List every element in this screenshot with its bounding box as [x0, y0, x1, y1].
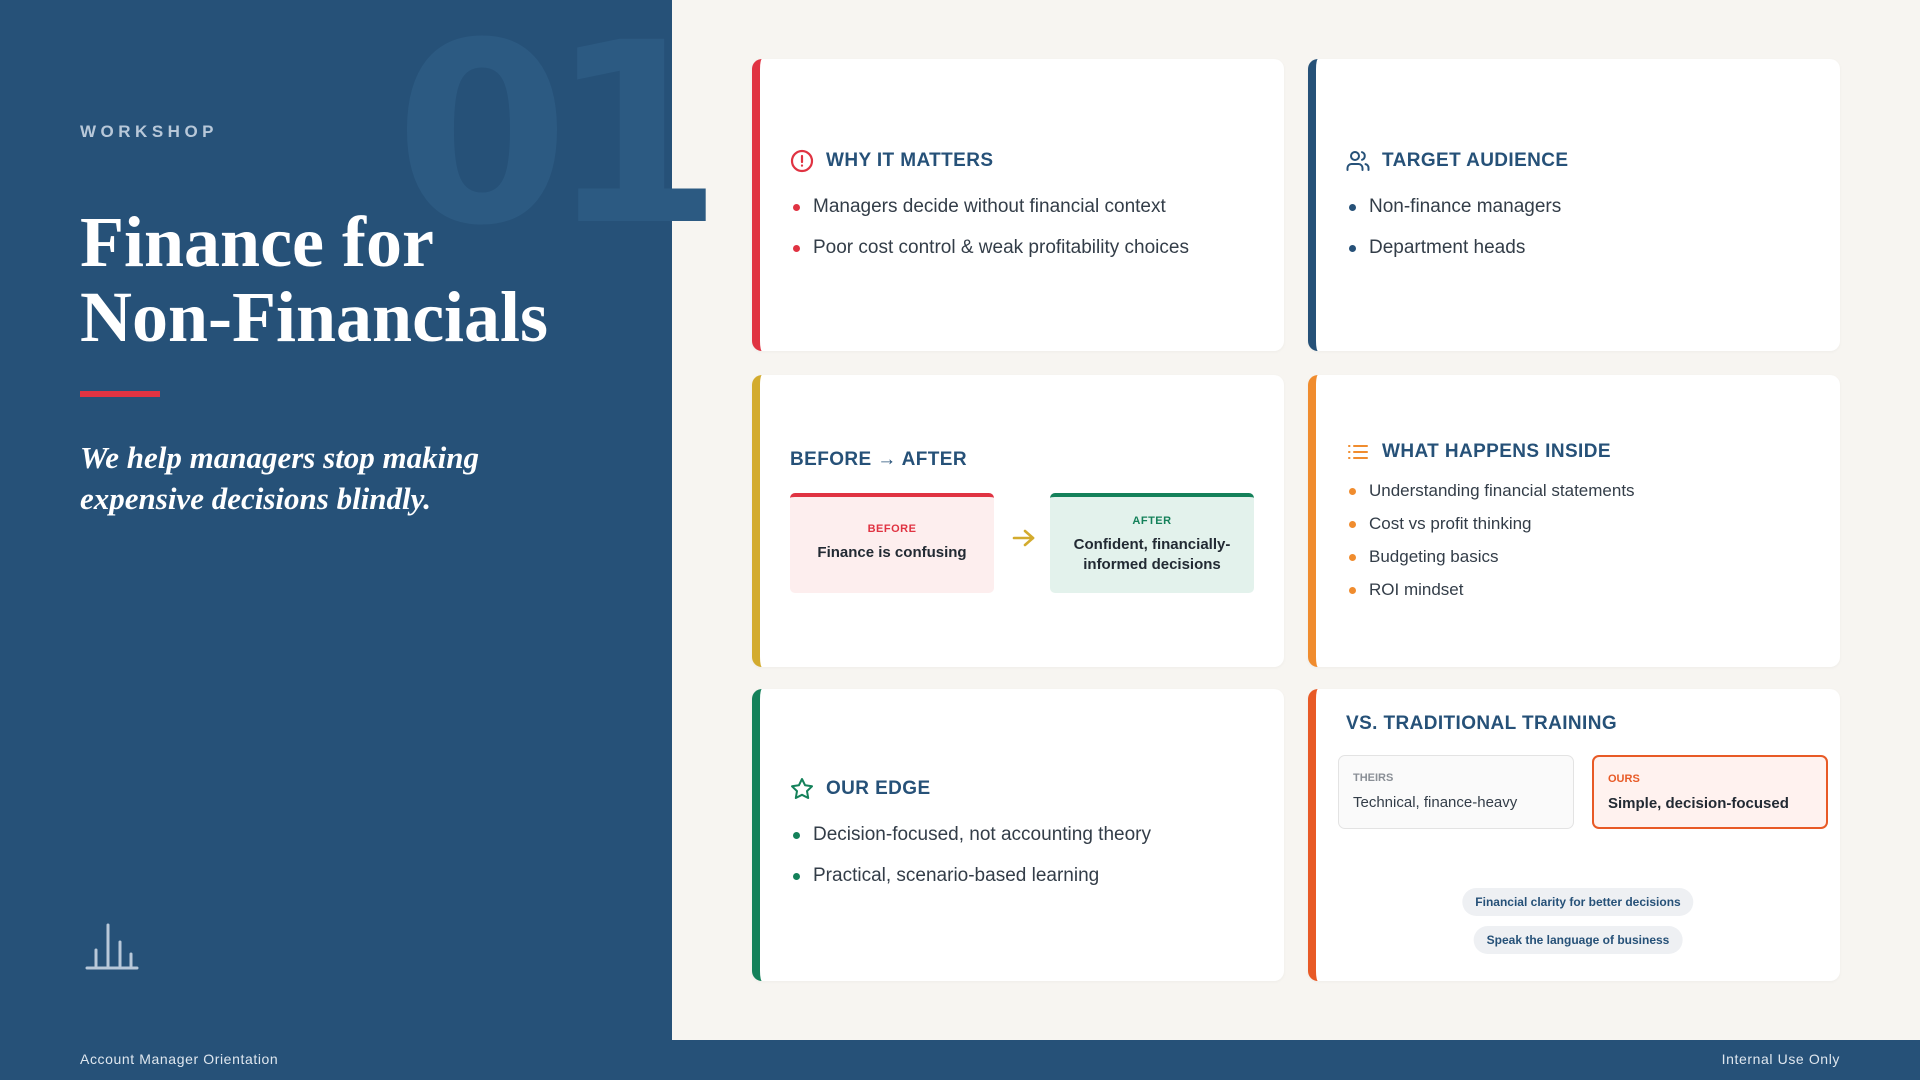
bullet-list	[790, 823, 1151, 905]
list-item: Decision-focused, not accounting theory	[790, 823, 1151, 864]
list-item: Budgeting basics	[1346, 546, 1635, 579]
kicker-label: WORKSHOP	[80, 122, 218, 141]
title-line-2: Non-Financials	[80, 277, 549, 357]
list-item: ROI mindset	[1346, 579, 1635, 612]
accent-divider	[80, 391, 160, 397]
after-box	[1050, 493, 1254, 593]
card-what-happens-inside	[1308, 375, 1840, 667]
tagline: We help managers stop making expensive decisions blindly.	[80, 440, 480, 516]
bullet-list	[1346, 480, 1635, 612]
list-item: Non-finance managers	[1346, 195, 1561, 236]
footer-left-text: Account Manager Orientation	[80, 1051, 279, 1067]
list-item: Department heads	[1346, 236, 1561, 277]
card-header	[1346, 440, 1611, 464]
before-text: Finance is confusing	[817, 544, 967, 561]
tag-pill: Speak the language of business	[1474, 926, 1683, 954]
card-before-after	[752, 375, 1284, 667]
footer-bar	[0, 1040, 1920, 1080]
alert-circle-icon	[790, 149, 814, 173]
ours-box	[1592, 755, 1828, 829]
card-header	[1346, 149, 1569, 173]
card-title: OUR EDGE	[826, 778, 931, 799]
card-title: WHAT HAPPENS INSIDE	[1382, 441, 1611, 462]
theirs-box	[1338, 755, 1574, 829]
card-why-it-matters	[752, 59, 1284, 351]
theirs-label: THEIRS	[1353, 772, 1394, 784]
tag-pill: Financial clarity for better decisions	[1462, 888, 1693, 916]
before-box	[790, 493, 994, 593]
card-title: TARGET AUDIENCE	[1382, 150, 1569, 171]
card-header	[790, 777, 931, 801]
footer-right-text: Internal Use Only	[1721, 1051, 1840, 1067]
star-icon	[790, 777, 814, 801]
after-text: Confident, financially-informed decisions	[1073, 536, 1231, 573]
list-item: Poor cost control & weak profitability choices	[790, 236, 1189, 277]
card-header	[1346, 713, 1617, 735]
list-item: Practical, scenario-based learning	[790, 864, 1151, 905]
title-line-1: Finance for	[80, 202, 434, 282]
page-title	[80, 202, 549, 357]
list-icon	[1346, 440, 1370, 464]
list-item: Understanding financial statements	[1346, 480, 1635, 513]
users-icon	[1346, 149, 1370, 173]
hero-panel	[0, 0, 703, 1080]
before-label: BEFORE	[867, 523, 917, 535]
card-header	[790, 449, 967, 471]
list-item: Cost vs profit thinking	[1346, 513, 1635, 546]
card-target-audience	[1308, 59, 1840, 351]
theirs-text: Technical, finance-heavy	[1353, 794, 1518, 811]
bar-chart-icon	[84, 922, 140, 977]
after-label: AFTER	[1132, 515, 1172, 527]
card-our-edge	[752, 689, 1284, 981]
bullet-list	[790, 195, 1189, 277]
card-vs-traditional	[1308, 689, 1840, 981]
card-title: WHY IT MATTERS	[826, 150, 994, 171]
ours-label: OURS	[1608, 773, 1640, 785]
card-header	[790, 149, 993, 173]
card-title: VS. TRADITIONAL TRAINING	[1346, 713, 1618, 734]
card-title: BEFORE → AFTER	[790, 449, 967, 470]
arrow-right-icon	[1012, 528, 1036, 553]
section-number: 01	[395, 0, 703, 280]
bullet-list	[1346, 195, 1561, 277]
ours-text: Simple, decision-focused	[1608, 795, 1789, 812]
list-item: Managers decide without financial context	[790, 195, 1189, 236]
